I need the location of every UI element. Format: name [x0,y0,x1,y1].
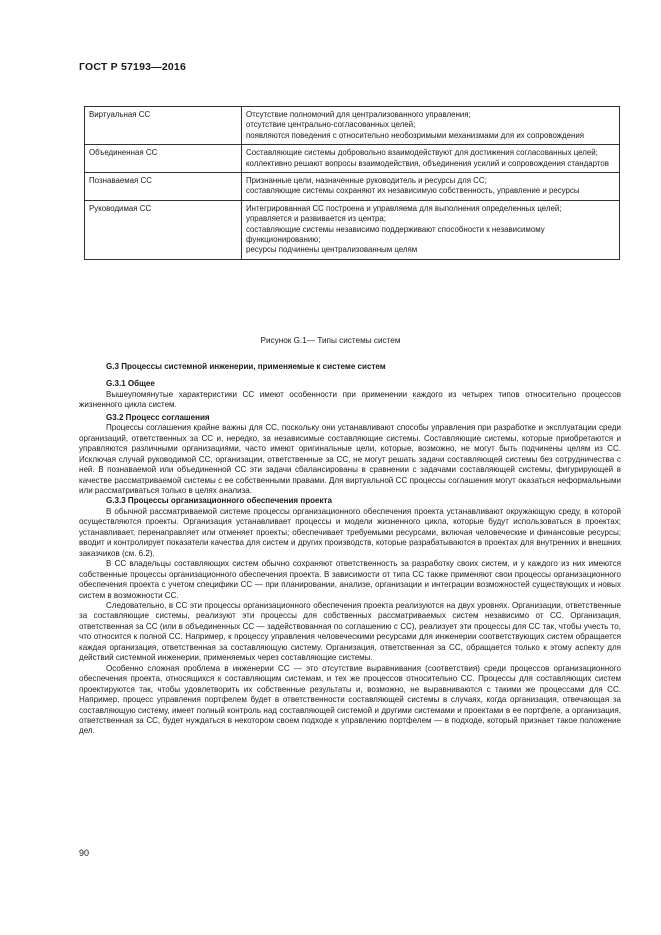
figure-caption: Рисунок G.1— Типы системы систем [260,336,401,345]
description-line: Признанные цели, назначенные руководитель и ресурсы для СС; [246,176,487,186]
document-code: ГОСТ Р 57193—2016 [79,61,187,73]
table-row [85,173,620,201]
table-cell-type: Руководимая СС [85,200,242,259]
table-row [85,107,620,145]
section-heading-g32: G3.2 Процесс соглашения [106,412,210,422]
description-line: ресурсы подчинены централизованным целям [246,245,418,255]
description-line: Составляющие системы добровольно взаимодействуют для достижения согласованных целей; [246,148,598,158]
paragraph: Особенно сложная проблема в инженерии СС — это отсутствие выравнивания (соответствия) среди процессов организационного обеспечения проекта, относящихся к составляющим системам, и тех же процессов относительно СС. Процессы для составляющих систем проектируются так, чтобы удовлетворить их собственные результаты и, возможно, не выравниваются с такими же процессами для СС. Например, процесс управления портфелем будет в ответственности составляющей системы в случаях, когда организация, отвечающая за составляющую систему, имеет полный контроль над составляющей системой и другими системами и проектами в ее портфеле, а организация, ответственная за СС, будет нуждаться в некотором своем подходе к управлению портфелем — в подходе, который признает такое положение дел. [79,663,621,736]
section-heading-g31: G.3.1 Общее [106,379,155,389]
description-line: появляются поведения с относительно необозримыми механизмами для их сопровождения [246,130,585,140]
description-line: управляется и развивается из центра; [246,214,386,224]
description-line: составляющие системы сохраняют их независимую собственность, управление и ресурсы [246,186,580,196]
paragraph: В обычной рассматриваемой системе процессы организационного обеспечения проекта устанавливают окружающую среду, в которой осуществляются проекты. Организация устанавливает процессы и модели жизненного цикла, которые будут использоваться в проектах; устанавливает, перенаправляет или отменяет проекты; обеспечивает требуемыми ресурсами, включая человеческие и финансовые ресурсы; вводит и контролирует показатели качества для систем и других производств, которые разрабатываются в проектах для внутренних и внешних заказчиков (см. 6.2). [79,506,621,558]
paragraph: Вышеупомянутые характеристики СС имеют особенности при применении каждого из четырех типов относительно процессов жизненного цикла систем. [79,389,621,410]
description-line: составляющие системы независимо поддерживают способности к независимому функционированию; [246,224,545,245]
body-text [79,362,621,737]
section-heading-g3: G.3 Процессы системной инженерии, применяемые к системе систем [106,362,386,371]
table-row [85,200,620,259]
description-line: отсутствие центрально-согласованных целей; [246,120,416,130]
table-cell-description [242,107,620,145]
description-line: Отсутствие полномочий для централизованного управления; [246,110,471,119]
table-cell-type: Познаваемая СС [85,173,242,201]
table-cell-description [242,200,620,259]
description-line: Интегрированная СС построена и управляема для выполнения определенных целей; [246,203,562,213]
table-cell-type: Виртуальная СС [85,107,242,145]
paragraph: В СС владельцы составляющих систем обычно сохраняют ответственность за разработку своих систем, и у каждого из них имеются собственные процессы организационного обеспечения проекта. В зависимости от типа СС также применяют свои процессы организационного обеспечения проекта с учетом специфики СС — при планировании, анализе, организации и интеграции возможностей существующих и новых систем в возможности СС. [79,559,621,600]
paragraph: Процессы соглашения крайне важны для СС, поскольку они устанавливают способы управления при разработке и эксплуатации среди организаций, ответственных за СС и, нередко, за независимые составляющие системы. Составляющие системы, которые приобретаются и управляются различными организациями, часто имеют оригинальные цели, которые, возможно, не могут быть подчинены целям из СС. Исключая случай руководимой СС, организации, ответственные за СС, не могут решать задачи составляющей системы без сотрудничества с ней. В познаваемой или объединенной СС эти задачи сбалансированы в сравнении с задачами составляющей системы, фигурирующей в качестве рассматриваемой системы с ее собственными правами. Для виртуальной СС процессы соглашения могут оказаться неформальными или рассматриваться только в целях анализа. [79,423,621,495]
sos-types-table [84,106,620,260]
table-cell-description [242,145,620,173]
paragraph: Следовательно, в СС эти процессы организационного обеспечения проекта реализуются на двух уровнях. Организации, ответственные за составляющие системы, реализуют эти процессы для собственных рассматриваемых систем независимо от СС. Организация, ответственная за СС (или в объединенных СС — задействованная по соглашению с СС), реализует эти процессы для СС так, чтобы учесть то, что относится к полной СС. Например, к процессу управления человеческими ресурсами для инженерии соответствующих систем обращается каждая организация, ответственная за составляющую систему. Организация, ответственная за СС, обращается только к этому аспекту для действий системной инженерии, применяемых через составляющие системы. [79,600,621,663]
description-line: коллективно решают вопросы взаимодействия, объединения усилий и сопровождения стандартов [246,158,609,168]
table-cell-type: Объединенная СС [85,145,242,173]
table-row [85,145,620,173]
section-heading-g33: G.3.3 Процессы организационного обеспечения проекта [106,496,332,506]
page-number: 90 [79,848,90,858]
table-cell-description [242,173,620,201]
